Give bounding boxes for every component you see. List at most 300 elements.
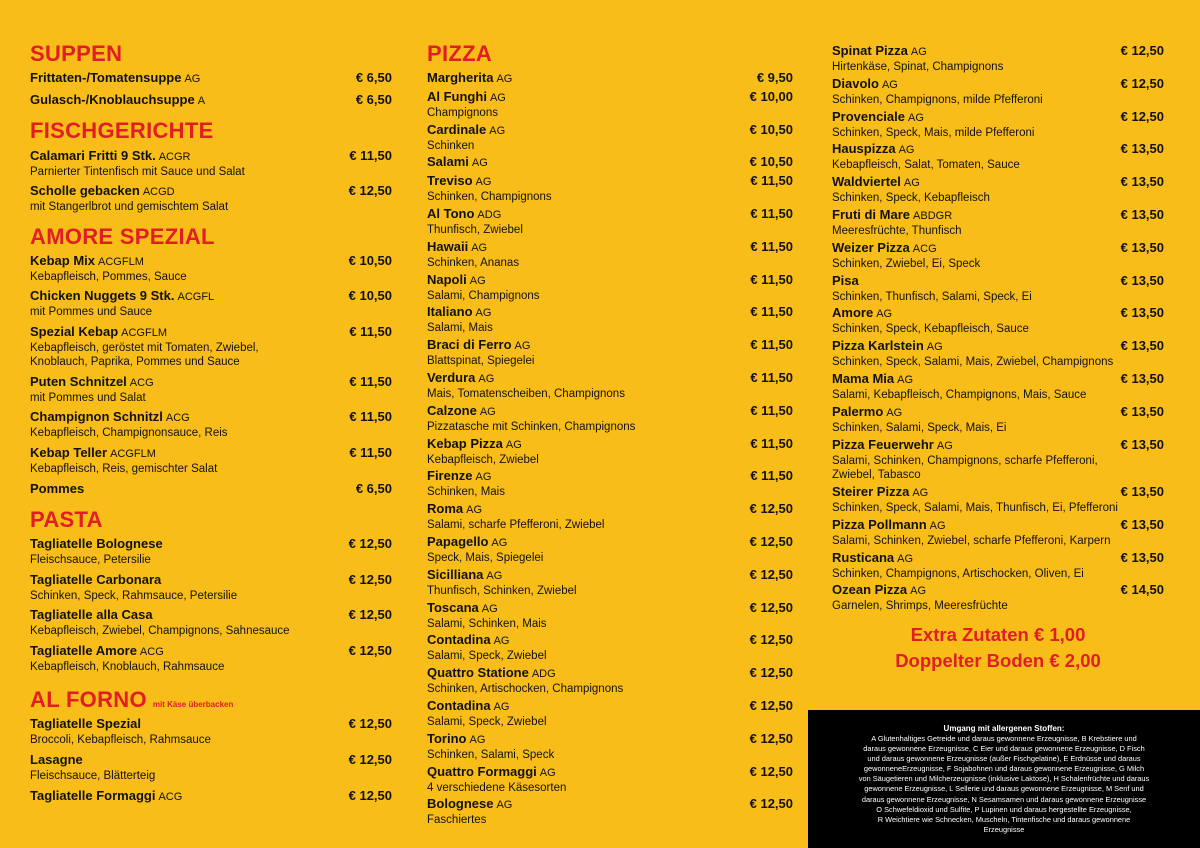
item-description: 4 verschiedene Käsesorten	[427, 782, 567, 794]
menu-item	[427, 89, 793, 120]
item-name: Verdura	[427, 370, 476, 385]
item-name: Tagliatelle alla Casa	[30, 607, 153, 622]
menu-item	[30, 445, 392, 476]
item-name: Tagliatelle Carbonara	[30, 572, 162, 587]
item-price: € 11,50	[750, 173, 793, 188]
menu-item	[427, 501, 793, 532]
item-description: Schinken, Thunfisch, Salami, Speck, Ei	[832, 291, 1032, 303]
double-base-price: Doppelter Boden € 2,00	[895, 650, 1101, 671]
menu-item	[427, 239, 793, 270]
item-price: € 13,50	[1120, 404, 1164, 419]
item-name: Contadina	[427, 632, 491, 647]
section-title-pasta: PASTA	[30, 507, 103, 532]
menu-item	[427, 698, 793, 729]
item-allergen: AG	[912, 487, 929, 499]
item-description: Hirtenkäse, Spinat, Champignons	[832, 61, 1004, 73]
item-allergen: AG	[539, 767, 556, 779]
item-price: € 13,50	[1120, 484, 1164, 499]
item-description: Salami, Speck, Zwiebel	[427, 650, 547, 662]
item-price: € 13,50	[1120, 174, 1164, 189]
item-allergen: AG	[489, 92, 506, 104]
item-name: Braci di Ferro	[427, 337, 512, 352]
item-allergen: AG	[475, 471, 492, 483]
item-price: € 13,50	[1120, 240, 1164, 255]
item-allergen: ADG	[477, 209, 502, 221]
menu-item	[427, 154, 793, 171]
item-price: € 12,50	[348, 536, 392, 551]
item-allergen: AG	[505, 439, 522, 451]
item-name: Ozean Pizza	[832, 582, 908, 597]
item-name: Waldviertel	[832, 174, 901, 189]
allergen-info-title: Umgang mit allergenen Stoffen:	[943, 724, 1065, 733]
item-price: € 11,50	[750, 272, 793, 287]
menu-item	[832, 371, 1164, 402]
item-description: Schinken, Champignons	[427, 191, 552, 203]
item-price: € 6,50	[355, 70, 392, 85]
item-name: Provenciale	[832, 109, 905, 124]
item-allergen: AG	[908, 112, 924, 124]
item-name: Palermo	[832, 404, 884, 419]
item-name: Mama Mia	[832, 371, 895, 386]
item-description: Blattspinat, Spiegelei	[427, 355, 535, 367]
item-description: Kebapfleisch, Knoblauch, Rahmsauce	[30, 661, 225, 673]
item-price: € 13,50	[1120, 207, 1164, 222]
item-description: Schinken, Zwiebel, Ei, Speck	[832, 258, 981, 270]
menu-item	[30, 324, 392, 369]
item-allergen: AG	[479, 406, 496, 418]
item-description: Schinken, Mais	[427, 486, 505, 498]
item-description: Kebapfleisch, Salat, Tomaten, Sauce	[832, 159, 1020, 171]
item-allergen: AG	[910, 46, 927, 58]
item-description: mit Stangerlbrot und gemischtem Salat	[30, 201, 229, 213]
item-price: € 9,50	[756, 70, 793, 85]
item-price: € 11,50	[750, 468, 793, 483]
item-description: Schinken, Salami, Speck	[427, 749, 555, 761]
item-price: € 10,50	[348, 253, 392, 268]
menu-item	[832, 517, 1164, 548]
item-name: Pisa	[832, 273, 859, 288]
item-name: Tagliatelle Spezial	[30, 716, 142, 731]
item-name: Pizza Feuerwehr	[832, 437, 934, 452]
item-price: € 11,50	[349, 324, 392, 339]
menu-item	[30, 253, 392, 284]
item-description: Champignons	[427, 107, 498, 119]
item-allergen: AG	[886, 407, 903, 419]
item-price: € 12,50	[348, 607, 392, 622]
allergen-info-line: A Glutenhaltiges Getreide und daraus gewonnene Erzeugnisse, B Krebstiere und	[871, 734, 1137, 743]
menu-item	[832, 550, 1164, 581]
item-price: € 11,50	[349, 409, 392, 424]
item-description: Schinken, Speck, Rahmsauce, Petersilie	[30, 590, 238, 602]
item-name: Papagello	[427, 534, 489, 549]
item-allergen: ACGFLM	[121, 327, 167, 339]
item-allergen: AG	[897, 553, 914, 565]
item-description: Fleischsauce, Blätterteig	[30, 770, 156, 782]
item-allergen: AG	[478, 373, 495, 385]
menu-item	[427, 436, 793, 467]
item-name: Rusticana	[832, 550, 895, 565]
item-name: Pommes	[30, 481, 85, 496]
menu-item	[427, 337, 793, 368]
item-price: € 11,50	[750, 403, 793, 418]
item-allergen: AG	[466, 504, 483, 516]
item-name: Spinat Pizza	[832, 43, 908, 58]
menu-item	[30, 716, 392, 747]
item-name: Kebap Mix	[30, 253, 96, 268]
item-name: Tagliatelle Formaggi	[30, 788, 156, 803]
item-description-line2: Zwiebel, Tabasco	[832, 469, 921, 481]
item-allergen: AG	[496, 73, 513, 85]
menu-item	[832, 437, 1164, 482]
item-name: Puten Schnitzel	[30, 374, 127, 389]
menu-item	[427, 764, 793, 795]
item-description: Faschiertes	[427, 814, 487, 826]
item-description: Fleischsauce, Petersilie	[30, 554, 151, 566]
item-description: Schinken, Speck, Salami, Mais, Thunfisch, Ei, Pfefferoni	[832, 502, 1118, 514]
item-price: € 11,50	[349, 374, 392, 389]
item-allergen: AG	[481, 603, 498, 615]
item-description: Schinken, Speck, Mais, milde Pfefferoni	[832, 127, 1035, 139]
item-allergen: ACGFLM	[98, 256, 144, 268]
item-name: Pizza Pollmann	[832, 517, 927, 532]
menu-item	[427, 173, 793, 204]
item-allergen: AG	[496, 799, 513, 811]
item-name: Bolognese	[427, 796, 494, 811]
allergen-info-line: R Weichtiere wie Schnecken, Muscheln, Tintenfische und daraus gewonnene	[877, 814, 1131, 824]
item-description: Thunfisch, Zwiebel	[427, 224, 523, 236]
item-name: Quattro Statione	[427, 665, 529, 680]
item-price: € 10,50	[348, 288, 392, 303]
allergen-info-box	[808, 710, 1200, 848]
item-description: Schinken, Speck, Kebapfleisch	[832, 192, 990, 204]
item-price: € 10,50	[749, 122, 793, 137]
item-name: Steirer Pizza	[832, 484, 910, 499]
allergen-info-line: gewonnene Erzeugnisse, L Sellerie und daraus gewonnene Erzeugnisse, M Senf und	[864, 784, 1144, 794]
item-description: Speck, Mais, Spiegelei	[427, 552, 544, 564]
item-description: Schinken, Speck, Salami, Mais, Zwiebel, Champignons	[832, 356, 1114, 368]
item-price: € 12,50	[749, 796, 793, 811]
item-name: Tagliatelle Bolognese	[30, 536, 163, 551]
item-name: Fruti di Mare	[832, 207, 911, 222]
section-title-al-forno	[30, 687, 233, 713]
item-price: € 6,50	[355, 481, 392, 496]
allergen-info-line: O Schwefeldioxid und Sulfite, P Lupinen und daraus hergestellte Erzeugnisse,	[876, 804, 1132, 814]
menu-item	[30, 374, 392, 405]
item-description: Salami, Schinken, Mais	[427, 618, 547, 630]
menu-item	[30, 572, 392, 603]
item-price: € 12,50	[348, 643, 392, 658]
menu-item	[832, 240, 1164, 271]
item-description: Broccoli, Kebapfleisch, Rahmsauce	[30, 734, 211, 746]
menu-item	[30, 70, 392, 87]
item-price: € 12,50	[749, 731, 793, 746]
menu-item	[832, 404, 1164, 435]
menu-item	[30, 148, 392, 179]
item-description: Kebapfleisch, Champignonsauce, Reis	[30, 427, 228, 439]
item-price: € 12,50	[749, 665, 793, 680]
item-name: Calamari Fritti 9 Stk.	[30, 148, 156, 163]
section-title-text: AL FORNO	[30, 687, 147, 712]
item-name: Contadina	[427, 698, 491, 713]
item-description: Kebapfleisch, Zwiebel, Champignons, Sahnesauce	[30, 625, 290, 637]
item-allergen: ACGFLM	[110, 448, 156, 460]
item-description: Schinken, Artischocken, Champignons	[427, 683, 624, 695]
item-allergen: A	[197, 95, 206, 107]
item-allergen: ACGD	[142, 186, 175, 198]
item-description: Garnelen, Shrimps, Meeresfrüchte	[832, 600, 1008, 612]
section-title-pizza: PIZZA	[427, 41, 493, 66]
item-description: Pizzatasche mit Schinken, Champignons	[427, 421, 636, 433]
item-description: Salami, scharfe Pfefferoni, Zwiebel	[427, 519, 605, 531]
item-price: € 12,50	[749, 534, 793, 549]
menu-item	[832, 43, 1164, 74]
item-description: Salami, Kebapfleisch, Champignons, Mais, Sauce	[832, 389, 1087, 401]
item-allergen: AG	[881, 79, 898, 91]
item-description: Salami, Speck, Zwiebel	[427, 716, 547, 728]
item-name: Kebap Pizza	[427, 436, 503, 451]
item-name: Frittaten-/Tomatensuppe	[30, 70, 182, 85]
item-price: € 11,50	[349, 445, 392, 460]
item-description: Salami, Schinken, Zwiebel, scharfe Pfefferoni, Karpern	[832, 535, 1111, 547]
item-price: € 12,50	[1120, 109, 1164, 124]
menu-item	[427, 70, 793, 87]
menu-item	[832, 109, 1164, 140]
allergen-info-line: von Säugetieren und Milcherzeugnisse (inklusive Laktose), H Schalenfrüchte und daraus	[858, 774, 1150, 784]
item-allergen: AG	[910, 585, 927, 597]
item-name: Hawaii	[427, 239, 469, 254]
menu-item	[832, 338, 1164, 369]
item-allergen: ACGFL	[177, 291, 215, 303]
menu-item	[832, 76, 1164, 107]
item-description: Salami, Mais	[427, 322, 493, 334]
item-price: € 12,50	[348, 788, 392, 803]
menu-item	[30, 536, 392, 567]
item-allergen: AG	[903, 177, 920, 189]
menu-item	[30, 752, 392, 783]
item-name: Champignon Schnitzl	[30, 409, 163, 424]
item-description: mit Pommes und Salat	[30, 392, 146, 404]
item-price: € 11,50	[750, 370, 793, 385]
item-allergen: AG	[897, 374, 914, 386]
extra-toppings-price: Extra Zutaten € 1,00	[910, 624, 1086, 645]
allergen-info-line: daraus gewonnene Erzeugnisse, N Sesamsamen und daraus gewonnene Erzeugnisse	[861, 794, 1147, 804]
item-price: € 12,50	[749, 501, 793, 516]
item-name: Calzone	[427, 403, 477, 418]
item-description: Kebapfleisch, Zwiebel	[427, 454, 539, 466]
menu-item	[832, 582, 1164, 613]
item-allergen: AG	[936, 440, 953, 452]
item-price: € 13,50	[1120, 517, 1164, 532]
item-description: Salami, Schinken, Champignons, scharfe Pfefferoni,	[832, 455, 1098, 467]
item-name: Torino	[427, 731, 467, 746]
item-allergen: AG	[471, 157, 488, 169]
item-name: Weizer Pizza	[832, 240, 910, 255]
item-allergen: AG	[514, 340, 531, 352]
menu-item	[427, 567, 793, 598]
item-name: Diavolo	[832, 76, 879, 91]
item-allergen: AG	[486, 570, 503, 582]
item-allergen: AG	[493, 701, 510, 713]
item-description: mit Pommes und Sauce	[30, 306, 153, 318]
item-price: € 11,50	[750, 337, 793, 352]
item-price: € 13,50	[1120, 305, 1164, 320]
item-price: € 12,50	[749, 600, 793, 615]
menu-item	[427, 370, 793, 401]
section-title-suppen: SUPPEN	[30, 41, 123, 66]
menu-item	[832, 174, 1164, 205]
allergen-info-line: gewonneneErzeugnisse, F Sojabohnen und daraus gewonnene Erzeugnisse, G Milch	[863, 764, 1145, 774]
item-name: Pizza Karlstein	[832, 338, 924, 353]
item-price: € 11,50	[750, 304, 793, 319]
item-description: Schinken, Salami, Speck, Mais, Ei	[832, 422, 1007, 434]
item-name: Treviso	[427, 173, 473, 188]
menu-item	[30, 788, 392, 805]
item-description: Parnierter Tintenfisch mit Sauce und Salat	[30, 166, 245, 178]
item-price: € 12,50	[348, 572, 392, 587]
item-allergen: AG	[475, 176, 492, 188]
item-description: Kebapfleisch, geröstet mit Tomaten, Zwiebel,	[30, 342, 259, 354]
item-allergen: ACG	[158, 791, 183, 803]
menu-item	[30, 643, 392, 674]
menu-item	[427, 796, 793, 827]
menu-item	[832, 141, 1164, 172]
menu-item	[427, 665, 793, 696]
item-price: € 11,50	[750, 436, 793, 451]
item-price: € 12,50	[348, 716, 392, 731]
item-price: € 13,50	[1120, 371, 1164, 386]
menu-item	[427, 468, 793, 499]
item-price: € 13,50	[1120, 338, 1164, 353]
menu-item	[832, 484, 1164, 515]
item-name: Hauspizza	[832, 141, 896, 156]
allergen-info-line: Erzeugnisse	[983, 824, 1025, 834]
item-allergen: AG	[469, 734, 486, 746]
item-allergen: ACG	[129, 377, 154, 389]
menu-item	[427, 731, 793, 762]
item-name: Al Tono	[427, 206, 475, 221]
item-allergen: AG	[475, 307, 492, 319]
item-price: € 10,50	[749, 154, 793, 169]
item-name: Margherita	[427, 70, 494, 85]
item-price: € 13,50	[1120, 437, 1164, 452]
item-allergen: AG	[898, 144, 915, 156]
menu-item	[832, 305, 1164, 336]
item-description: Schinken, Speck, Kebapfleisch, Sauce	[832, 323, 1029, 335]
item-name: Napoli	[427, 272, 467, 287]
menu-item	[427, 304, 793, 335]
item-price: € 13,50	[1120, 550, 1164, 565]
allergen-info-line: daraus gewonnene Erzeugnisse, C Eier und daraus gewonnene Erzeugnisse, D Fisch	[863, 744, 1145, 754]
item-allergen: AG	[471, 242, 488, 254]
menu-item	[427, 632, 793, 663]
item-price: € 12,50	[749, 698, 793, 713]
section-title-fischgerichte: FISCHGERICHTE	[30, 118, 214, 143]
item-allergen: AG	[493, 635, 510, 647]
item-price: € 12,50	[1120, 43, 1164, 58]
section-title-amore-spezial: AMORE SPEZIAL	[30, 224, 215, 249]
item-description-line2: Knoblauch, Paprika, Pommes und Sauce	[30, 356, 240, 368]
item-allergen: AG	[469, 275, 486, 287]
item-allergen: AG	[929, 520, 946, 532]
item-description: Kebapfleisch, Reis, gemischter Salat	[30, 463, 218, 475]
item-description: Schinken, Champignons, Artischocken, Oliven, Ei	[832, 568, 1084, 580]
menu-item	[30, 481, 392, 498]
item-allergen: AG	[491, 537, 508, 549]
item-name: Italiano	[427, 304, 473, 319]
menu-item	[30, 607, 392, 638]
item-name: Scholle gebacken	[30, 183, 140, 198]
menu-item	[832, 273, 1164, 304]
menu-item	[427, 122, 793, 153]
item-description: Kebapfleisch, Pommes, Sauce	[30, 271, 187, 283]
item-price: € 10,00	[749, 89, 793, 104]
item-name: Lasagne	[30, 752, 83, 767]
item-description: Mais, Tomatenscheiben, Champignons	[427, 388, 625, 400]
item-name: Firenze	[427, 468, 473, 483]
item-price: € 12,50	[749, 567, 793, 582]
item-name: Sicilliana	[427, 567, 484, 582]
item-name: Amore	[832, 305, 874, 320]
item-name: Cardinale	[427, 122, 487, 137]
item-price: € 12,50	[749, 632, 793, 647]
menu-item	[427, 403, 793, 434]
item-price: € 11,50	[750, 239, 793, 254]
item-description: Schinken, Ananas	[427, 257, 520, 269]
item-price: € 13,50	[1120, 273, 1164, 288]
item-allergen: ACG	[139, 646, 164, 658]
item-price: € 12,50	[348, 183, 392, 198]
item-description: Thunfisch, Schinken, Zwiebel	[427, 585, 577, 597]
item-price: € 12,50	[1120, 76, 1164, 91]
item-name: Gulasch-/Knoblauchsuppe	[30, 92, 195, 107]
item-description: Schinken	[427, 140, 475, 152]
item-price: € 6,50	[355, 92, 392, 107]
menu-item	[427, 600, 793, 631]
menu-item	[427, 272, 793, 303]
item-name: Al Funghi	[427, 89, 487, 104]
item-name: Quattro Formaggi	[427, 764, 537, 779]
item-price: € 12,50	[749, 764, 793, 779]
item-price: € 12,50	[348, 752, 392, 767]
item-price: € 11,50	[349, 148, 392, 163]
item-name: Salami	[427, 154, 469, 169]
item-allergen: AG	[876, 308, 893, 320]
item-price: € 14,50	[1120, 582, 1164, 597]
allergen-info-text	[834, 734, 1174, 835]
section-note: mit Käse überbacken	[152, 700, 234, 709]
item-price: € 11,50	[750, 206, 793, 221]
item-allergen: ADG	[531, 668, 556, 680]
item-allergen: AG	[926, 341, 943, 353]
item-name: Spezial Kebap	[30, 324, 119, 339]
item-allergen: AG	[184, 73, 201, 85]
item-price: € 13,50	[1120, 141, 1164, 156]
item-description: Schinken, Champignons, milde Pfefferoni	[832, 94, 1043, 106]
item-description: Meeresfrüchte, Thunfisch	[832, 225, 962, 237]
menu-item	[30, 183, 392, 214]
item-name: Roma	[427, 501, 464, 516]
item-allergen: ACG	[165, 412, 190, 424]
item-name: Kebap Teller	[30, 445, 108, 460]
item-name: Chicken Nuggets 9 Stk.	[30, 288, 175, 303]
menu-item	[427, 206, 793, 237]
item-description: Salami, Champignons	[427, 290, 540, 302]
menu-item	[30, 288, 392, 319]
item-allergen: ACGR	[158, 151, 191, 163]
allergen-info-line: und daraus gewonnene Erzeugnisse (außer Fischgelatine), E Erdnüsse und daraus	[867, 754, 1141, 764]
item-allergen: AG	[489, 125, 506, 137]
menu-item	[30, 92, 392, 109]
